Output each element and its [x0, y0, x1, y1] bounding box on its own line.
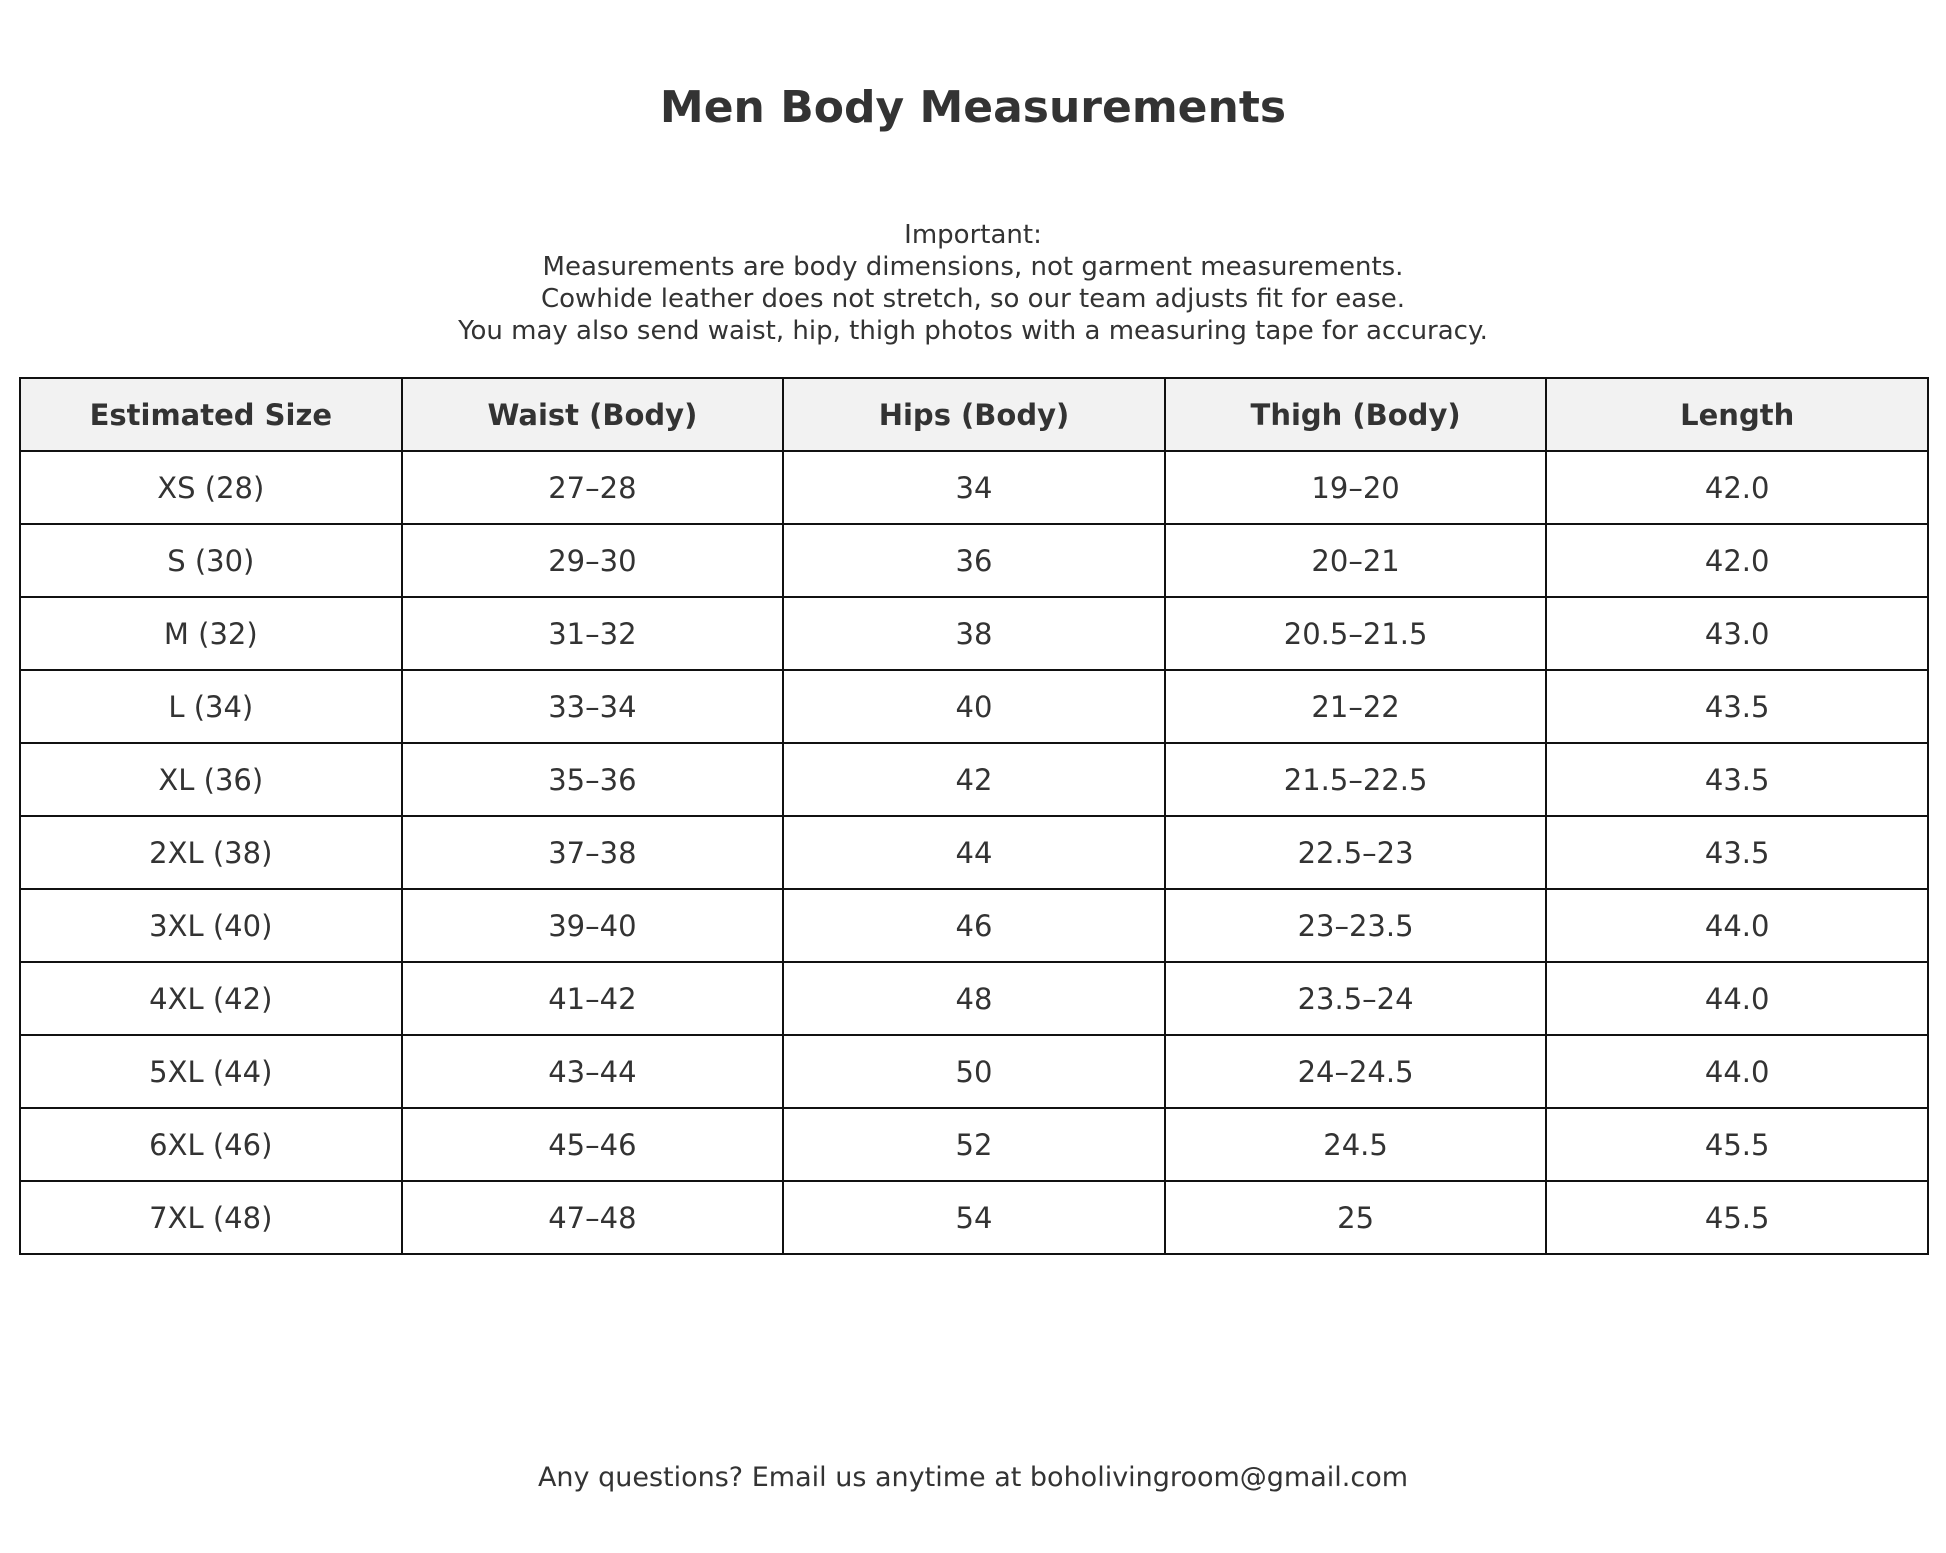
- header-hips: Hips (Body): [783, 378, 1165, 451]
- note-line: Measurements are body dimensions, not garment measurements.: [542, 252, 1404, 282]
- cell-waist: 27–28: [402, 451, 784, 524]
- cell-size: 4XL (42): [20, 962, 402, 1035]
- table-header-row: [20, 378, 1928, 451]
- cell-size: 2XL (38): [20, 816, 402, 889]
- cell-hips: 54: [783, 1181, 1165, 1254]
- cell-thigh: 20–21: [1165, 524, 1547, 597]
- cell-waist: 39–40: [402, 889, 784, 962]
- cell-waist: 35–36: [402, 743, 784, 816]
- table-row: [20, 816, 1928, 889]
- table-row: [20, 670, 1928, 743]
- cell-length: 45.5: [1546, 1181, 1928, 1254]
- cell-length: 44.0: [1546, 1035, 1928, 1108]
- cell-thigh: 23.5–24: [1165, 962, 1547, 1035]
- cell-size: L (34): [20, 670, 402, 743]
- contact-footer: Any questions? Email us anytime at boholivingroom@gmail.com: [537, 1462, 1409, 1493]
- table-body: [20, 451, 1928, 1254]
- table-row: [20, 597, 1928, 670]
- cell-thigh: 21.5–22.5: [1165, 743, 1547, 816]
- cell-size: XS (28): [20, 451, 402, 524]
- table-row: [20, 1108, 1928, 1181]
- cell-hips: 38: [783, 597, 1165, 670]
- cell-size: S (30): [20, 524, 402, 597]
- cell-waist: 37–38: [402, 816, 784, 889]
- note-line: You may also send waist, hip, thigh photos with a measuring tape for accuracy.: [458, 316, 1488, 346]
- cell-length: 43.5: [1546, 743, 1928, 816]
- page-title: Men Body Measurements: [659, 82, 1287, 133]
- table-row: [20, 889, 1928, 962]
- cell-waist: 31–32: [402, 597, 784, 670]
- cell-hips: 42: [783, 743, 1165, 816]
- cell-hips: 34: [783, 451, 1165, 524]
- cell-length: 43.0: [1546, 597, 1928, 670]
- header-thigh: Thigh (Body): [1165, 378, 1547, 451]
- header-estimated-size: Estimated Size: [20, 378, 402, 451]
- cell-thigh: 24.5: [1165, 1108, 1547, 1181]
- header-length: Length: [1546, 378, 1928, 451]
- cell-thigh: 20.5–21.5: [1165, 597, 1547, 670]
- cell-waist: 41–42: [402, 962, 784, 1035]
- cell-length: 45.5: [1546, 1108, 1928, 1181]
- table-row: [20, 743, 1928, 816]
- cell-hips: 48: [783, 962, 1165, 1035]
- cell-length: 44.0: [1546, 962, 1928, 1035]
- cell-waist: 33–34: [402, 670, 784, 743]
- cell-thigh: 23–23.5: [1165, 889, 1547, 962]
- cell-thigh: 21–22: [1165, 670, 1547, 743]
- cell-hips: 46: [783, 889, 1165, 962]
- cell-hips: 36: [783, 524, 1165, 597]
- cell-thigh: 24–24.5: [1165, 1035, 1547, 1108]
- cell-thigh: 19–20: [1165, 451, 1547, 524]
- cell-size: 7XL (48): [20, 1181, 402, 1254]
- table-row: [20, 451, 1928, 524]
- cell-thigh: 25: [1165, 1181, 1547, 1254]
- cell-hips: 44: [783, 816, 1165, 889]
- cell-hips: 50: [783, 1035, 1165, 1108]
- cell-hips: 52: [783, 1108, 1165, 1181]
- cell-size: 5XL (44): [20, 1035, 402, 1108]
- cell-waist: 45–46: [402, 1108, 784, 1181]
- cell-thigh: 22.5–23: [1165, 816, 1547, 889]
- table-row: [20, 1035, 1928, 1108]
- cell-waist: 43–44: [402, 1035, 784, 1108]
- cell-waist: 47–48: [402, 1181, 784, 1254]
- header-waist: Waist (Body): [402, 378, 784, 451]
- table-row: [20, 962, 1928, 1035]
- notes-heading: Important:: [904, 220, 1042, 250]
- cell-length: 43.5: [1546, 816, 1928, 889]
- note-line: Cowhide leather does not stretch, so our team adjusts fit for ease.: [540, 284, 1406, 314]
- cell-length: 44.0: [1546, 889, 1928, 962]
- cell-size: 3XL (40): [20, 889, 402, 962]
- table-row: [20, 524, 1928, 597]
- cell-size: XL (36): [20, 743, 402, 816]
- size-chart-table: [19, 377, 1929, 1255]
- cell-hips: 40: [783, 670, 1165, 743]
- cell-waist: 29–30: [402, 524, 784, 597]
- cell-size: M (32): [20, 597, 402, 670]
- cell-size: 6XL (46): [20, 1108, 402, 1181]
- cell-length: 43.5: [1546, 670, 1928, 743]
- cell-length: 42.0: [1546, 524, 1928, 597]
- cell-length: 42.0: [1546, 451, 1928, 524]
- important-notes: [0, 219, 1946, 347]
- table-row: [20, 1181, 1928, 1254]
